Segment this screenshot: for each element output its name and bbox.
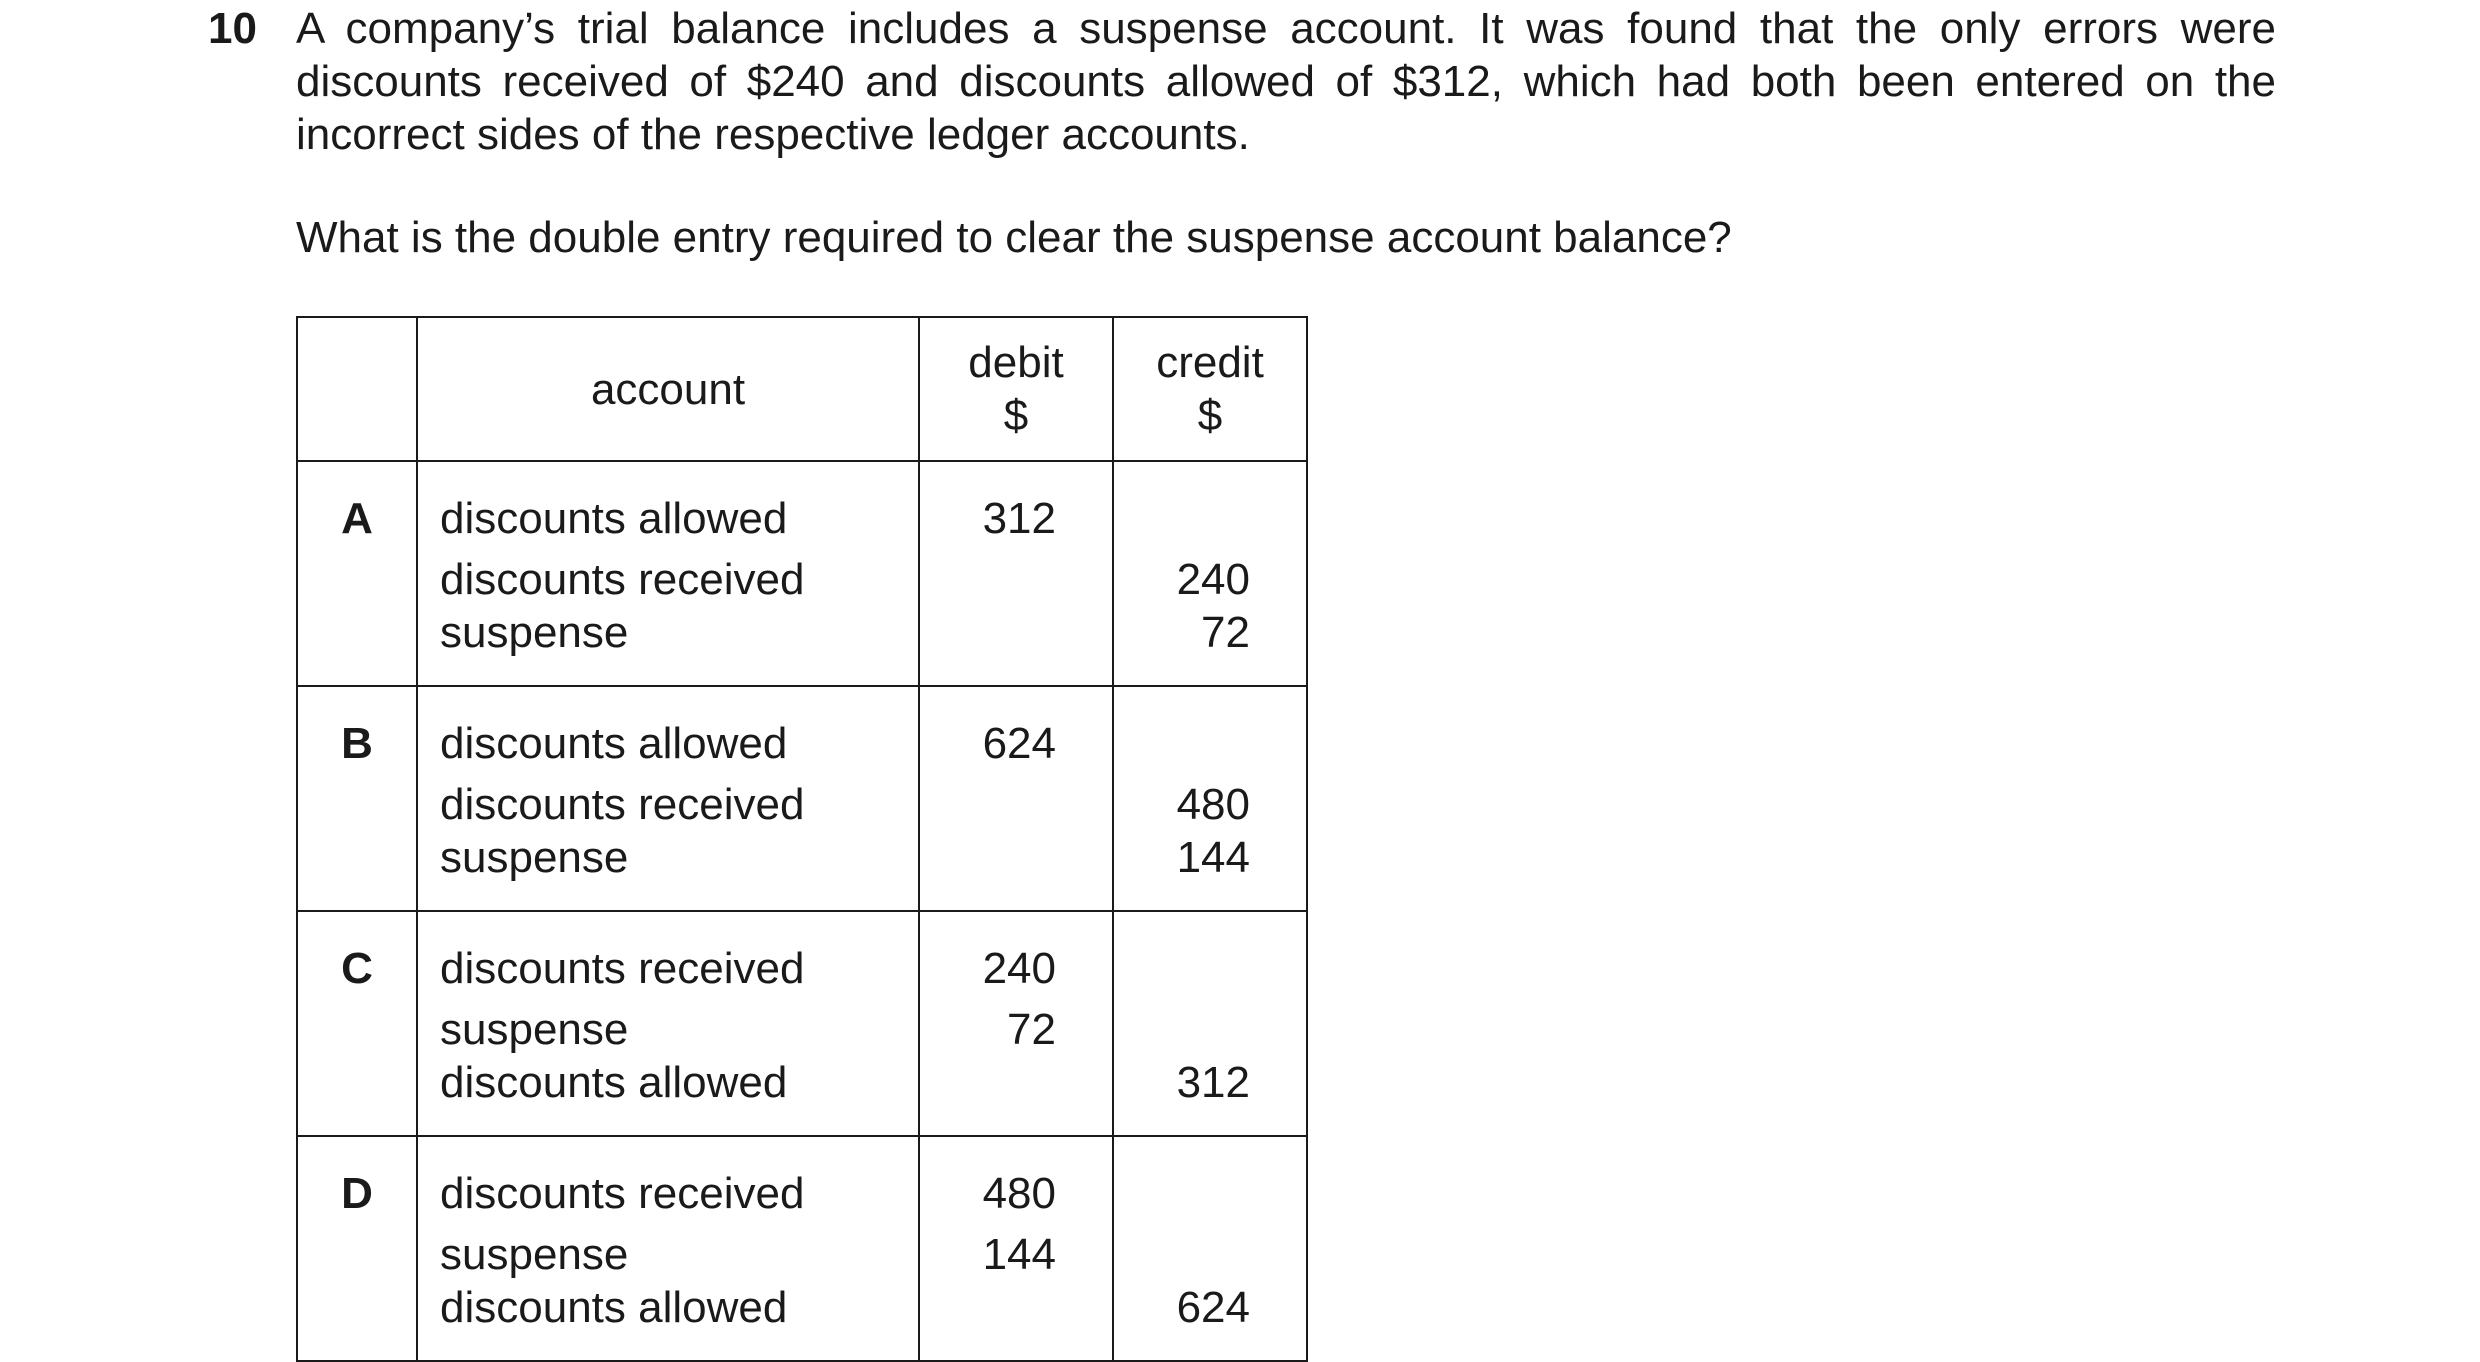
debit-amount: 72 [1007,1005,1056,1054]
option-credits [1113,1136,1307,1361]
option-debits [919,686,1113,911]
credit-amount: 624 [1176,1283,1250,1332]
debit-amount [920,831,1112,884]
account-name: discounts allowed [440,494,788,543]
option-letter: B [297,686,417,911]
option-credits [1113,461,1307,686]
account-name: suspense [440,1230,629,1279]
debit-amount: 624 [982,719,1056,768]
credit-amount [1114,492,1306,545]
account-name: suspense [440,608,629,657]
header-debit-cell [919,317,1113,461]
credit-amount [1114,717,1306,770]
option-letter: C [297,911,417,1136]
option-row-c [297,911,1307,1136]
credit-amount: 144 [1176,833,1250,882]
debit-amount [920,778,1112,831]
account-name: suspense [440,833,629,882]
stem-line: incorrect sides of the respective ledger accounts. [296,110,1250,159]
stem-line: A company’s trial balance includes a suspense account. It was found that the only errors were [296,4,2276,53]
header-letter-cell [297,317,417,461]
debit-amount: 240 [982,944,1056,993]
account-name: discounts received [440,780,805,829]
account-name: discounts received [440,1169,805,1218]
option-accounts [417,911,919,1136]
question-number: 10 [208,4,257,53]
account-name: discounts received [440,555,805,604]
option-credits [1113,686,1307,911]
option-row-a [297,461,1307,686]
header-debit-label: debit [968,338,1064,387]
debit-amount [920,553,1112,606]
stem-line: discounts received of $240 and discounts allowed of $312, which had both been entered on the [296,57,2276,106]
option-letter: A [297,461,417,686]
option-debits [919,911,1113,1136]
option-row-b [297,686,1307,911]
account-name: discounts allowed [440,719,788,768]
option-debits [919,461,1113,686]
option-accounts [417,686,919,911]
table-header-row [297,317,1307,461]
debit-amount [920,1281,1112,1334]
credit-amount: 480 [1176,780,1250,829]
option-debits [919,1136,1113,1361]
debit-amount: 312 [982,494,1056,543]
debit-amount: 480 [982,1169,1056,1218]
credit-amount [1114,1228,1306,1281]
header-account-label: account [590,364,746,414]
debit-amount [920,606,1112,659]
question-stem [296,2,2276,161]
option-row-d [297,1136,1307,1361]
credit-amount [1114,1003,1306,1056]
header-credit-cell [1113,317,1307,461]
answer-options-table [296,316,1308,1362]
header-debit-unit: $ [1003,391,1029,440]
credit-amount [1114,1167,1306,1220]
option-accounts [417,1136,919,1361]
option-credits [1113,911,1307,1136]
header-account-cell [417,317,919,461]
credit-amount [1114,942,1306,995]
header-credit-label: credit [1156,338,1264,387]
account-name: discounts allowed [440,1058,788,1107]
account-name: discounts received [440,944,805,993]
header-credit-unit: $ [1197,391,1223,440]
credit-amount: 312 [1176,1058,1250,1107]
account-name: discounts allowed [440,1283,788,1332]
credit-amount: 72 [1201,608,1250,657]
option-accounts [417,461,919,686]
debit-amount: 144 [982,1230,1056,1279]
debit-amount [920,1056,1112,1109]
credit-amount: 240 [1176,555,1250,604]
option-letter: D [297,1136,417,1361]
question-prompt: What is the double entry required to clear the suspense account balance? [296,213,1732,262]
account-name: suspense [440,1005,629,1054]
